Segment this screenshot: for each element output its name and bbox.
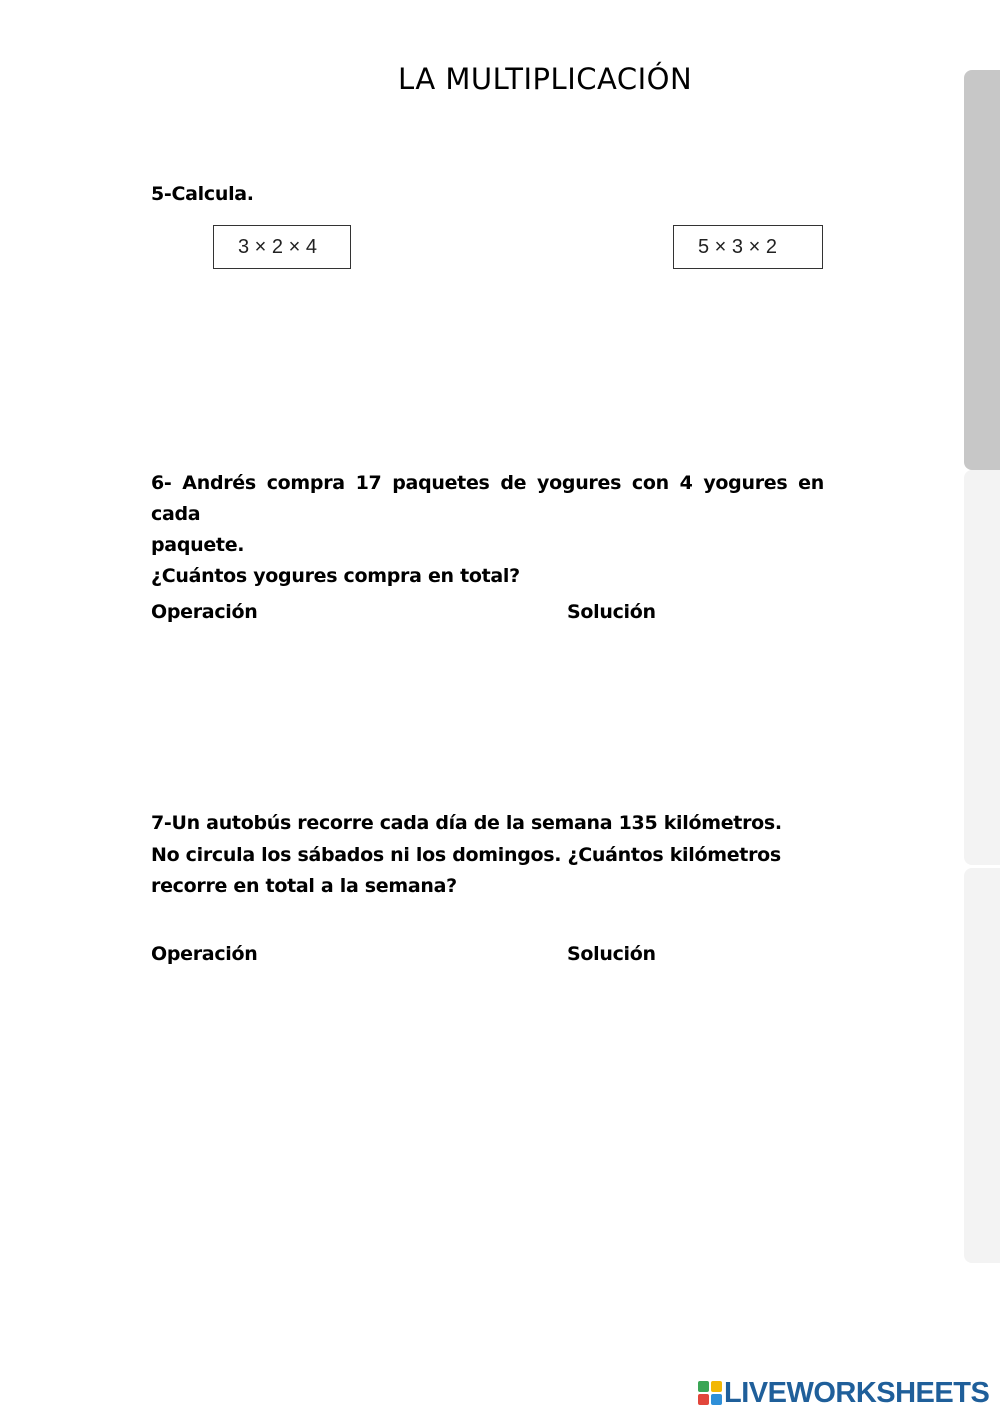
page-title: LA MULTIPLICACIÓN xyxy=(398,62,693,96)
calc-box-1-expression: 3 × 2 × 4 xyxy=(238,235,317,258)
question-6-solution-label: Solución xyxy=(567,601,656,623)
question-7-line-2: No circula los sábados ni los domingos. ¿Cuántos kilómetros xyxy=(151,843,781,866)
liveworksheets-logo xyxy=(698,1377,989,1409)
question-7-solution-label: Solución xyxy=(567,943,656,965)
question-7-line-1: 7-Un autobús recorre cada día de la semana 135 kilómetros. xyxy=(151,812,782,834)
calc-box-1 xyxy=(213,225,351,269)
question-6-line-2: paquete. xyxy=(151,534,245,556)
page-indicator-panel xyxy=(964,470,1000,865)
question-7-line-3: recorre en total a la semana? xyxy=(151,875,457,897)
calc-box-2 xyxy=(673,225,823,269)
question-6-line-3: ¿Cuántos yogures compra en total? xyxy=(151,565,520,587)
question-6-line-1: 6- Andrés compra 17 paquetes de yogures con 4 yogures en cada xyxy=(151,472,824,525)
question-5-label: 5-Calcula. xyxy=(151,183,254,205)
scrollbar-thumb[interactable] xyxy=(964,70,1000,470)
question-7-operation-label: Operación xyxy=(151,943,258,965)
question-7-text xyxy=(151,808,831,903)
page-indicator-panel-lower xyxy=(964,868,1000,1263)
liveworksheets-logo-text: LIVEWORKSHEETS xyxy=(724,1376,990,1409)
question-6-operation-label: Operación xyxy=(151,601,258,623)
liveworksheets-logo-icon xyxy=(698,1381,722,1405)
question-6-text xyxy=(151,468,824,592)
calc-box-2-expression: 5 × 3 × 2 xyxy=(698,235,777,258)
